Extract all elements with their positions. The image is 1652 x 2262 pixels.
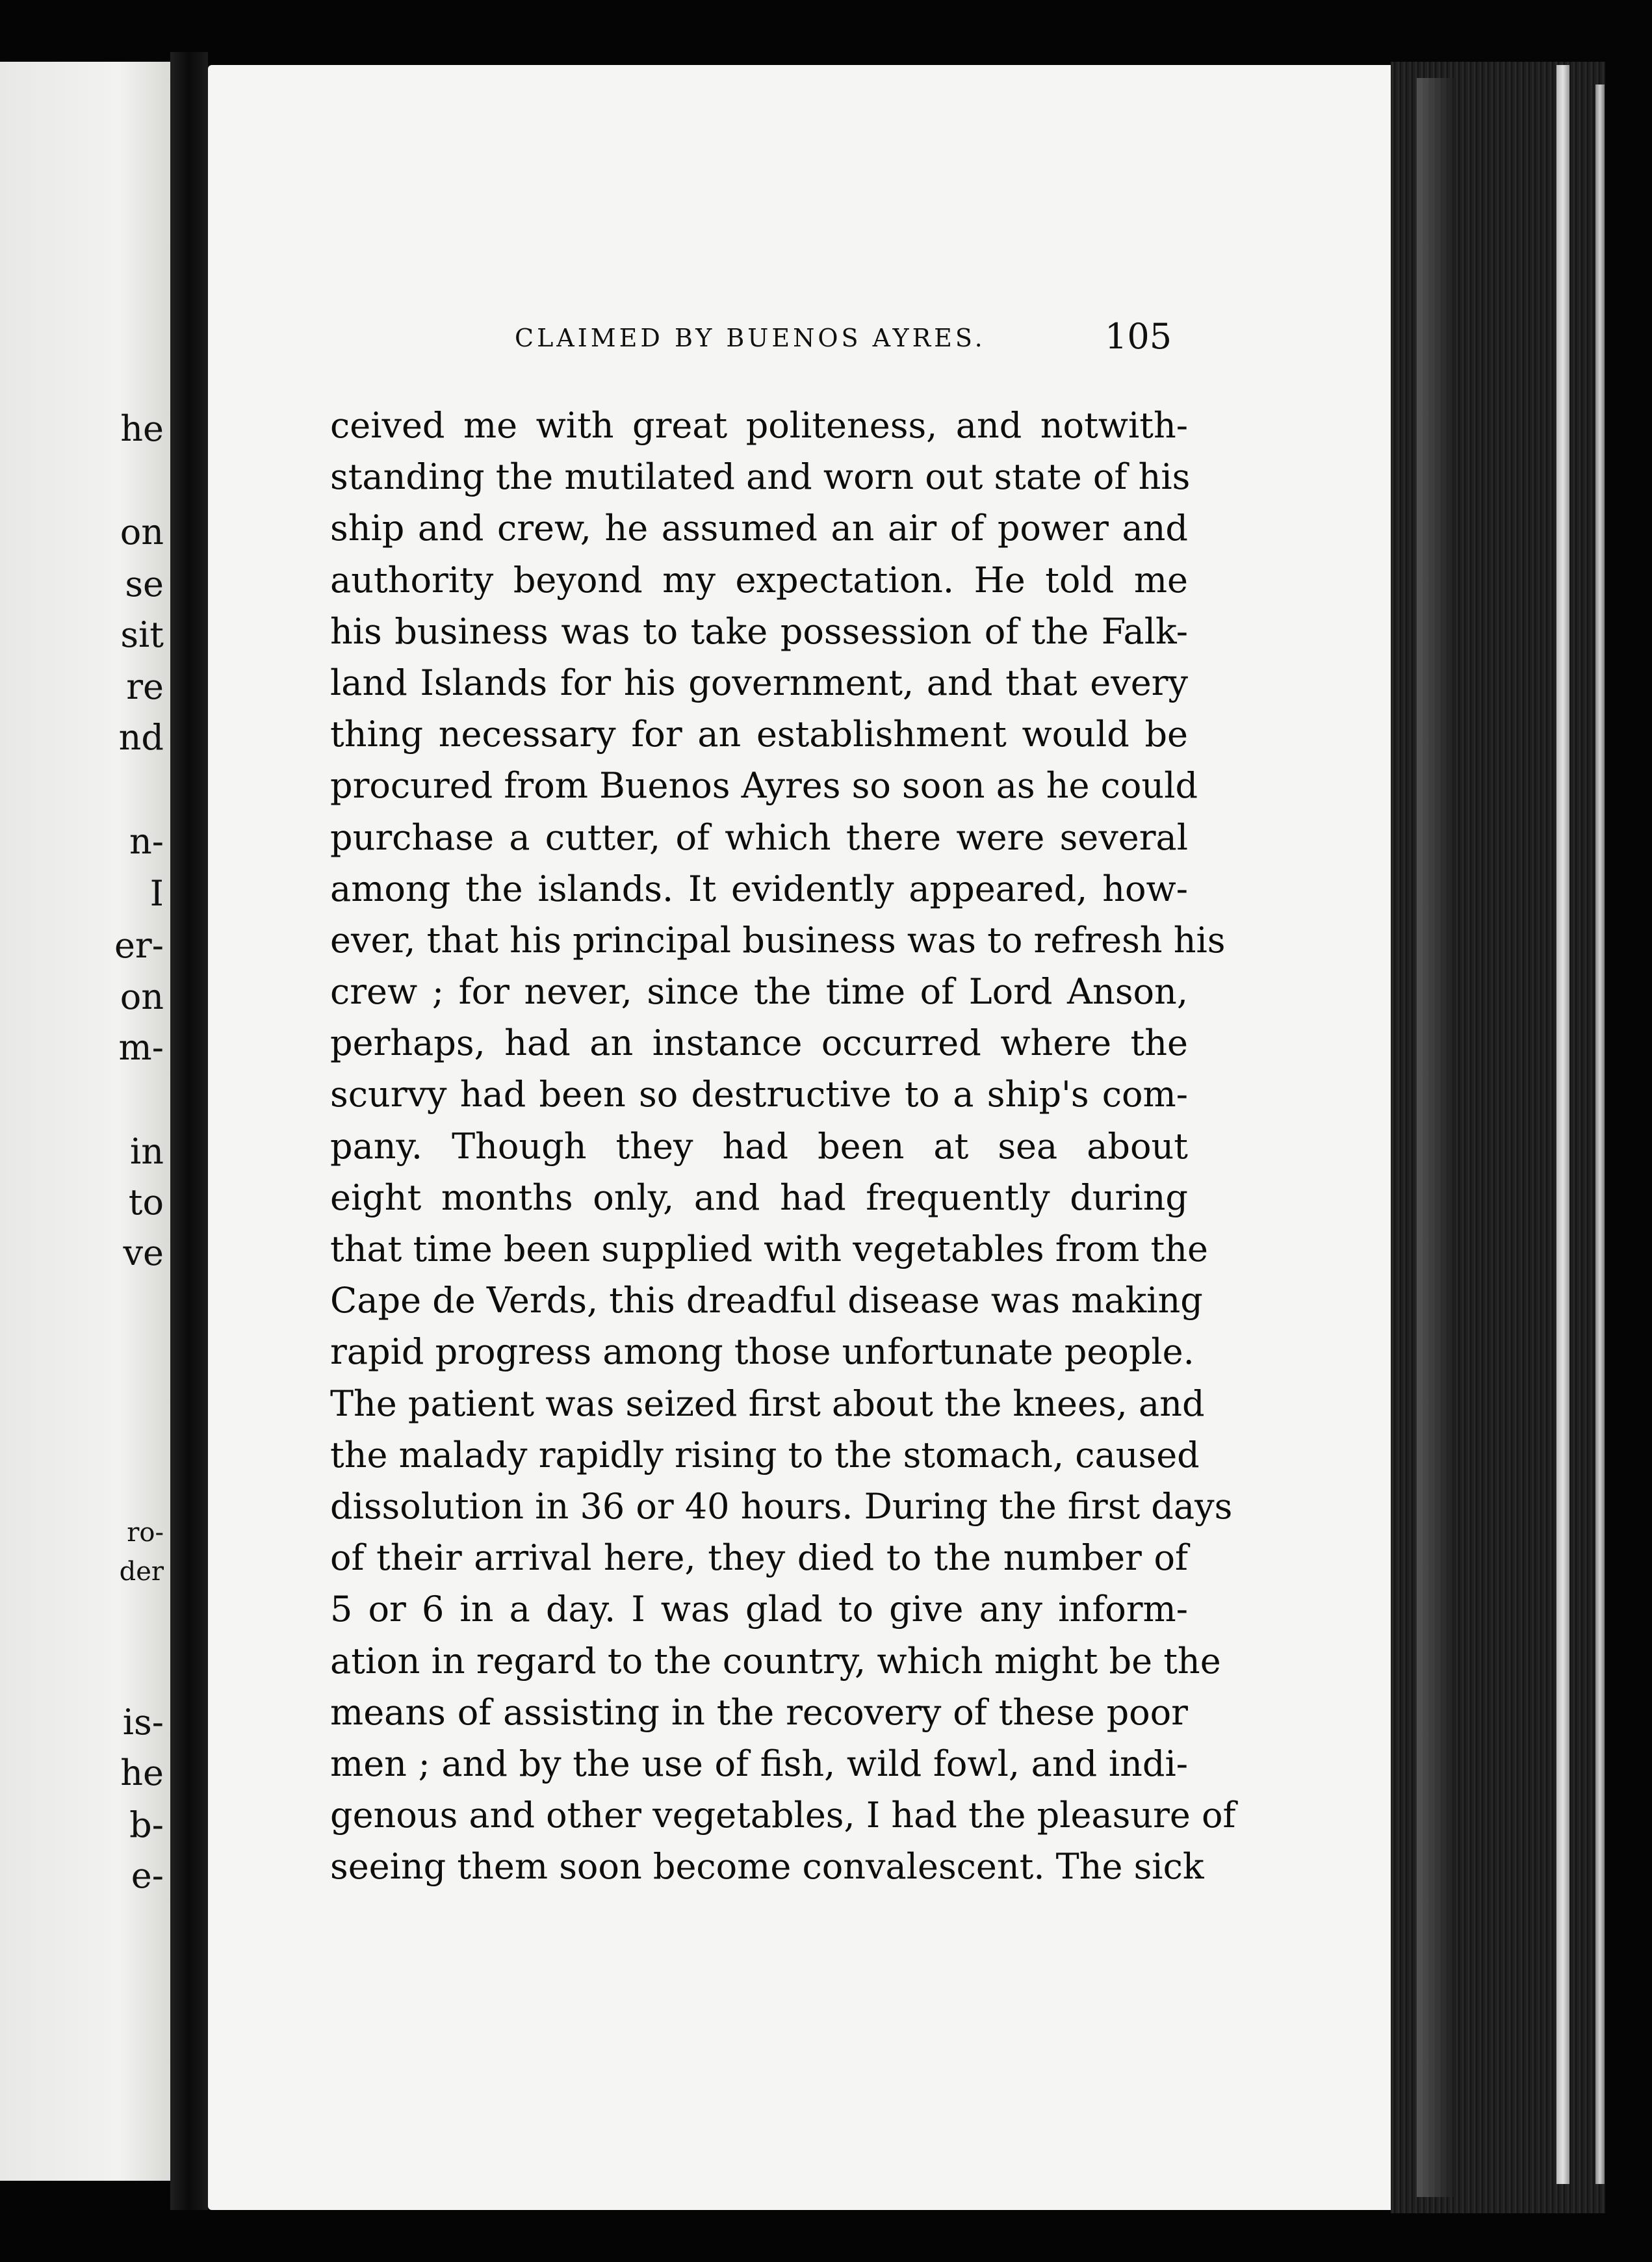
left-page-fragment: se (125, 564, 164, 604)
text-line: ever, that his principal business was to refresh his (330, 919, 1226, 961)
text-line: crew ; for never, since the time of Lord Anson, (330, 971, 1188, 1013)
text-line: authority beyond my expectation. He told me (330, 559, 1188, 601)
left-page-fragment: er- (114, 925, 164, 966)
left-page-fragment: on (120, 976, 164, 1017)
text-line: rapid progress among those unfortunate people. (330, 1331, 1194, 1373)
page-edge-strip (1556, 65, 1569, 2184)
left-facing-page (0, 62, 170, 2181)
text-line: that time been supplied with vegetables from the (330, 1228, 1208, 1269)
book-gutter (170, 52, 208, 2210)
text-line: dissolution in 36 or 40 hours. During the first days (330, 1485, 1233, 1527)
left-page-fragment: is- (122, 1702, 164, 1743)
left-page-fragment: he (120, 1752, 164, 1793)
page-edge-strip (1595, 84, 1605, 2184)
left-page-fragment: on (120, 512, 164, 552)
text-line: eight months only, and had frequently during (330, 1176, 1188, 1218)
left-page-fragment: to (128, 1182, 164, 1223)
text-line: thing necessary for an establishment would be (330, 714, 1188, 755)
left-page-fragment: n- (129, 821, 164, 862)
page-number: 105 (1105, 316, 1172, 357)
text-line: among the islands. It evidently appeared, how- (330, 868, 1188, 909)
left-page-fragment: in (129, 1131, 164, 1172)
left-page-fragment: m- (118, 1027, 164, 1068)
left-page-fragment: nd (118, 717, 164, 758)
left-page-fragment: re (126, 666, 164, 707)
left-page-fragment: b- (129, 1804, 164, 1845)
body-text (330, 400, 1236, 1892)
left-page-fragment: I (149, 873, 164, 914)
left-page-fragment: ve (123, 1232, 164, 1273)
text-line: ation in regard to the country, which might be the (330, 1640, 1221, 1682)
text-line: ceived me with great politeness, and notwith- (330, 405, 1188, 446)
text-line: of their arrival here, they died to the number of (330, 1537, 1188, 1579)
left-page-fragment: der (119, 1557, 164, 1587)
text-line: means of assisting in the recovery of these poor (330, 1691, 1188, 1733)
text-line: ship and crew, he assumed an air of power and (330, 508, 1188, 549)
text-line: the malady rapidly rising to the stomach, caused (330, 1434, 1200, 1476)
text-line: scurvy had been so destructive to a ship's com- (330, 1074, 1188, 1115)
text-line: genous and other vegetables, I had the pleasure of (330, 1795, 1236, 1836)
text-line: seeing them soon become convalescent. The sick (330, 1846, 1204, 1888)
running-head: CLAIMED BY BUENOS AYRES. (515, 324, 986, 352)
text-line: pany. Though they had been at sea about (330, 1125, 1188, 1167)
text-line: 5 or 6 in a day. I was glad to give any inform- (330, 1589, 1188, 1630)
text-line: Cape de Verds, this dreadful disease was making (330, 1280, 1203, 1321)
left-page-fragment: sit (120, 614, 164, 655)
left-page-fragment: e- (131, 1855, 164, 1896)
page-edge-highlight (1417, 78, 1456, 2197)
text-line: purchase a cutter, of which there were several (330, 816, 1188, 858)
text-line: The patient was seized first about the knees, and (330, 1383, 1205, 1424)
text-line: land Islands for his government, and that every (330, 662, 1188, 703)
text-line: his business was to take possession of the Falk- (330, 610, 1188, 652)
left-page-fragment: he (120, 408, 164, 449)
text-line: standing the mutilated and worn out state of his (330, 456, 1191, 498)
text-line: men ; and by the use of fish, wild fowl, and indi- (330, 1743, 1188, 1784)
left-page-fragment: ro- (127, 1518, 164, 1548)
text-line: perhaps, had an instance occurred where the (330, 1022, 1188, 1064)
text-line: procured from Buenos Ayres so soon as he could (330, 765, 1198, 807)
